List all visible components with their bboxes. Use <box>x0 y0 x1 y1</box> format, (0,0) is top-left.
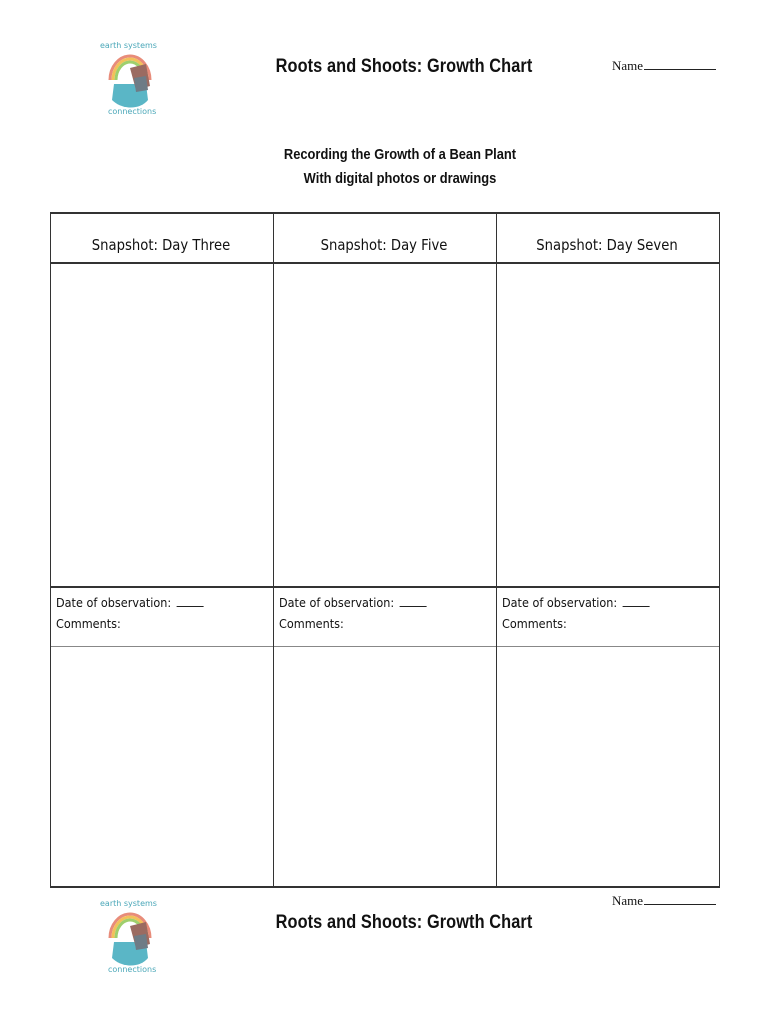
observation-day-three <box>56 592 245 634</box>
comments-row-border <box>50 646 720 647</box>
snapshot-row-border <box>50 586 720 588</box>
comments-label: Comments: <box>502 616 567 631</box>
svg-text:connections: connections <box>108 965 157 974</box>
heading-day-five: Snapshot: Day Five <box>320 236 448 254</box>
date-label: Date of observation: <box>56 595 172 610</box>
snapshot-area-day-five[interactable] <box>274 264 496 586</box>
footer-name-blank-line <box>644 894 716 905</box>
table-top-border <box>50 212 720 214</box>
observation-day-seven <box>502 592 691 634</box>
table-right-border <box>719 212 720 888</box>
comments-area-day-five[interactable] <box>274 648 496 886</box>
subtitle <box>228 143 572 191</box>
footer-name-label: Name <box>612 893 644 908</box>
date-blank-line[interactable] <box>400 598 427 607</box>
footer-name-field[interactable] <box>612 893 716 909</box>
heading-day-seven: Snapshot: Day Seven <box>536 236 678 254</box>
comments-label: Comments: <box>56 616 121 631</box>
svg-text:connections: connections <box>108 107 157 116</box>
subtitle-line-1: Recording the Growth of a Bean Plant <box>283 146 517 163</box>
snapshot-area-day-seven[interactable] <box>497 264 719 586</box>
comments-area-day-three[interactable] <box>51 648 273 886</box>
date-label: Date of observation: <box>502 595 618 610</box>
comments-label: Comments: <box>279 616 344 631</box>
footer-title: Roots and Shoots: Growth Chart <box>275 912 533 933</box>
date-label: Date of observation: <box>279 595 395 610</box>
heading-day-three: Snapshot: Day Three <box>91 236 231 254</box>
page-title: Roots and Shoots: Growth Chart <box>275 56 533 77</box>
earth-systems-logo-footer <box>96 886 162 976</box>
comments-area-day-seven[interactable] <box>497 648 719 886</box>
name-field[interactable] <box>612 58 716 74</box>
name-label: Name <box>612 58 644 73</box>
subtitle-line-2: With digital photos or drawings <box>303 170 497 187</box>
date-blank-line[interactable] <box>623 598 650 607</box>
date-blank-line[interactable] <box>177 598 204 607</box>
name-blank-line <box>644 59 716 70</box>
svg-text:earth systems: earth systems <box>100 899 157 908</box>
growth-chart-table <box>50 212 720 888</box>
svg-text:earth systems: earth systems <box>100 41 157 50</box>
earth-systems-logo <box>96 28 162 118</box>
observation-day-five <box>279 592 468 634</box>
snapshot-area-day-three[interactable] <box>51 264 273 586</box>
